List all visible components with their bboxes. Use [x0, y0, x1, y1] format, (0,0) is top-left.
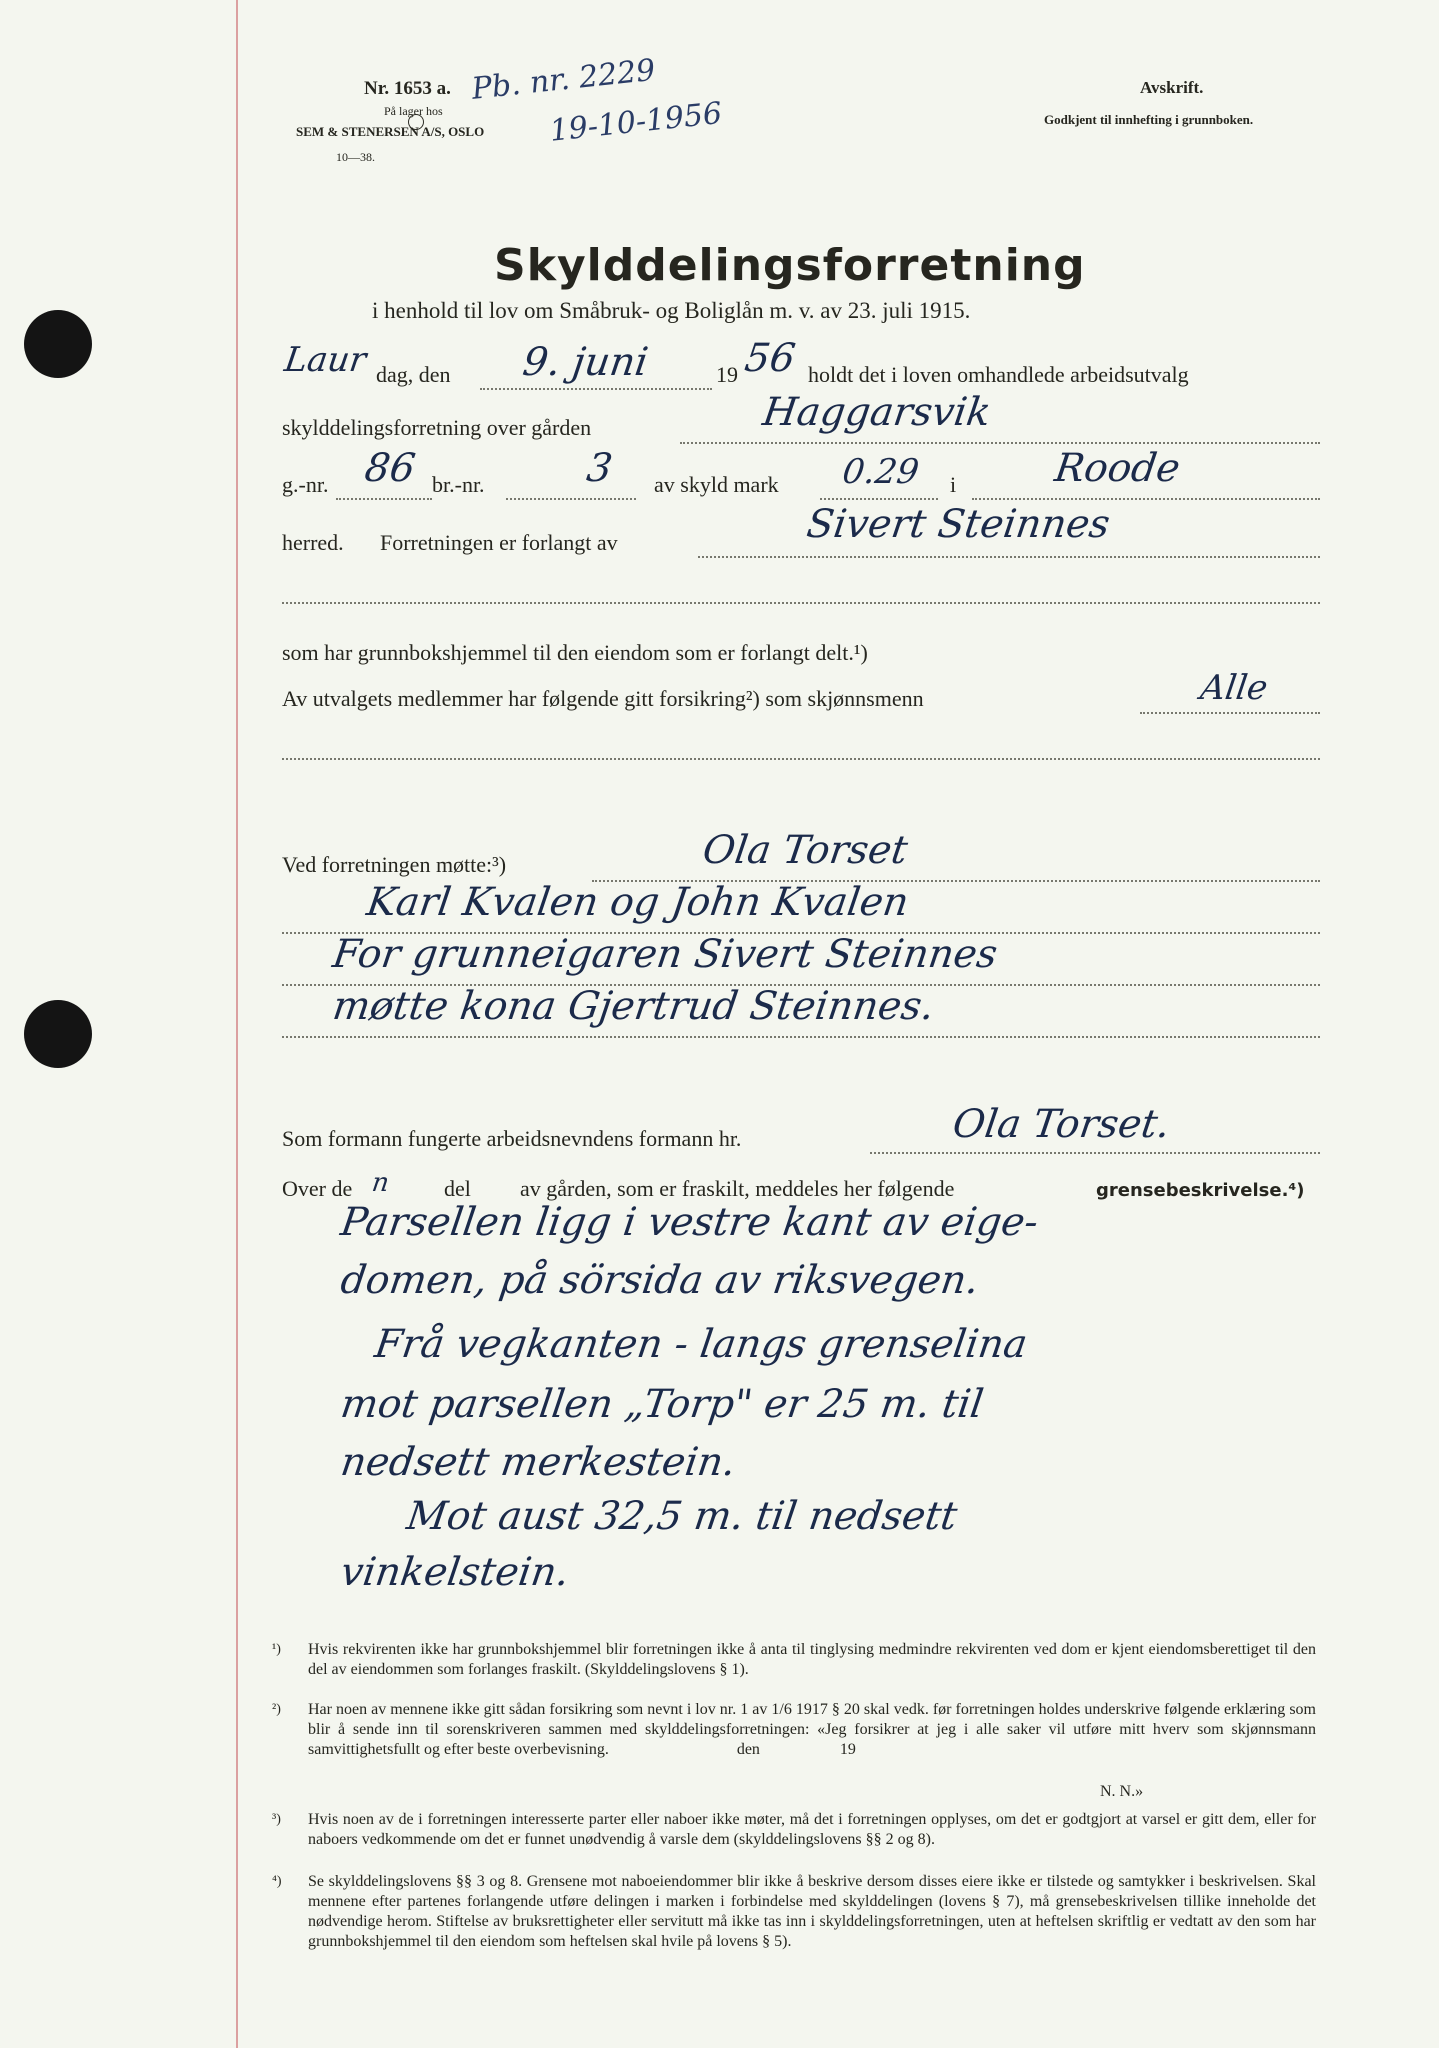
attended-line-2: Karl Kvalen og John Kvalen	[364, 880, 912, 925]
footnote-4-text: Se skylddelingslovens §§ 3 og 8. Grensene mot naboeiendommer blir ikke å beskrive dersom disses eiere ikke er tilstede og samtykker i beskrivelsen. Skal mennene efter partenes forlangende utføre delingen i marken i forbindelse med skylddelingen (lovens § 7), må grensebeskrivelsen tillike inneholde det nødvendige herom. Stiftelse av bruksrettigheter eller servitutt må ikke tas inn i skylddelingsforretningen, uten at heftelsen skriftlig er vedtatt av den som har grunnbokshjemmel til den eiendom som heftelsen skal hvile på lovens § 5).	[308, 1873, 1316, 1950]
punch-hole-bottom	[24, 1000, 92, 1068]
avskrift-label: Avskrift.	[1140, 78, 1204, 97]
date-handwritten: 9. juni	[520, 340, 651, 385]
boundary-line-4: mot parsellen „Torp" er 25 m. til	[338, 1382, 987, 1427]
i-label: i	[950, 472, 957, 497]
printer-name: SEM & STENERSEN A/S, OSLO	[296, 124, 485, 139]
day-label: dag, den	[376, 362, 451, 387]
requester-dotted-line	[698, 556, 1320, 558]
members-dotted-line	[1140, 712, 1320, 714]
farm-handwritten: Haggarsvik	[760, 390, 994, 435]
date-code: 10—38.	[336, 150, 375, 164]
bnr-label: br.-nr.	[432, 472, 485, 497]
over-rest-text: av gården, som er fraskilt, meddeles her følgende	[520, 1176, 955, 1201]
footnote-1-text: Hvis rekvirenten ikke har grunnbokshjemmel blir forretningen ikke å anta til tinglysing medmindre rekvirenten ved dom er kjent eiendomsberettiget til den del av eiendommen som forlanges fraskilt. (Skylddelingslovens § 1).	[308, 1641, 1316, 1678]
over-handwritten: n	[370, 1168, 391, 1198]
weekday-handwritten: Laur	[282, 340, 369, 380]
farm-dotted-line	[680, 442, 1320, 444]
members-label: Av utvalgets medlemmer har følgende gitt forsikring²) som skjønnsmenn	[282, 686, 924, 711]
farm-label: skylddelingsforretning over gården	[282, 415, 592, 440]
form-number: Nr. 1653 a.	[364, 78, 451, 99]
grense-label: grensebeskrivelse.⁴)	[1096, 1180, 1305, 1201]
gnr-dotted-line	[336, 498, 432, 500]
chair-dotted-line	[870, 1152, 1320, 1154]
boundary-line-2: domen, på sörsida av riksvegen.	[338, 1258, 982, 1303]
herred-handwritten: Roode	[1052, 446, 1183, 491]
herred-dotted-line	[972, 498, 1320, 500]
footnote-1	[272, 1640, 1332, 1700]
boundary-line-5: nedsett merkestein.	[338, 1440, 739, 1485]
attended-label: Ved forretningen møtte:³)	[282, 852, 507, 877]
attended-line-1: Ola Torset	[700, 828, 911, 873]
over-label: Over de	[282, 1176, 353, 1201]
requester-handwritten: Sivert Steinnes	[804, 502, 1113, 547]
attended-dotted-line-4	[282, 1036, 1320, 1038]
date-dotted-line	[480, 388, 712, 390]
gnr-handwritten: 86	[362, 446, 418, 491]
bnr-dotted-line	[506, 498, 636, 500]
held-text: holdt det i loven omhandlede arbeidsutvalg	[808, 362, 1189, 387]
bnr-handwritten: 3	[584, 446, 616, 491]
document-subtitle: i henhold til lov om Småbruk- og Boliglån m. v. av 23. juli 1915.	[372, 298, 971, 323]
members-handwritten: Alle	[1198, 668, 1271, 708]
hjemmel-text: som har grunnbokshjemmel til den eiendom som er forlangt delt.¹)	[282, 640, 868, 665]
skyld-label: av skyld mark	[654, 472, 779, 497]
year-handwritten: 56	[742, 336, 798, 381]
chair-handwritten: Ola Torset.	[950, 1102, 1173, 1147]
gnr-label: g.-nr.	[282, 472, 329, 497]
godkjent-note: Godkjent til innhefting i grunnboken.	[1044, 112, 1254, 127]
footnote-2-number: ²)	[272, 1702, 281, 1717]
footnote-4-number: ⁴)	[272, 1874, 282, 1889]
chair-label: Som formann fungerte arbeidsnevndens formann hr.	[282, 1126, 742, 1151]
boundary-line-7: vinkelstein.	[338, 1550, 572, 1595]
footnote-3-text: Hvis noen av de i forretningen interesserte parter eller naboer ikke møter, må det i forretningen opplyses, om det er godtgjort at varsel er gitt dem, eller for naboers vedkommende om det er funnet unødvendig å varsle dem (skylddelingslovens §§ 2 og 8).	[308, 1811, 1316, 1848]
herred-label: herred.	[282, 530, 344, 555]
footnote-4	[272, 1872, 1332, 1982]
stamp-number: Pb. nr. 2229	[470, 52, 657, 107]
margin-line	[236, 0, 238, 2048]
skyld-dotted-line	[820, 498, 938, 500]
del-label: del	[444, 1176, 471, 1201]
footnote-2-signature: N. N.»	[1100, 1783, 1144, 1800]
requested-label: Forretningen er forlangt av	[380, 530, 618, 555]
footnote-3-number: ³)	[272, 1812, 281, 1827]
attended-line-4: møtte kona Gjertrud Steinnes.	[330, 984, 937, 1029]
document-title: Skylddelingsforretning	[494, 240, 1086, 291]
boundary-line-1: Parsellen ligg i vestre kant av eige-	[338, 1200, 1041, 1245]
footnote-2-text: Har noen av mennene ikke gitt sådan forsikring som nevnt i lov nr. 1 av 1/6 1917 § 20 skal vedk. før forretningen holdes underskrive følgende erklæring som blir å sende inn til sorenskriveren sammen med skylddelingsforretningen: «Jeg forsikrer at jeg i alle saker vil utføre mitt hverv som skjønnsmann samvittighetsfullt og efter beste overbevisning. den 19	[308, 1701, 1320, 1758]
blank-dotted-line-2	[282, 758, 1320, 760]
year-prefix: 19	[716, 362, 738, 387]
stamp-date: 19-10-1956	[548, 95, 724, 149]
attended-line-3: For grunneigaren Sivert Steinnes	[330, 932, 1001, 977]
footnote-1-number: ¹)	[272, 1642, 281, 1657]
footnote-2	[272, 1700, 1332, 1782]
boundary-line-6: Mot aust 32,5 m. til nedsett	[404, 1494, 960, 1539]
footnote-3	[272, 1810, 1332, 1872]
boundary-line-3: Frå vegkanten - langs grenselina	[372, 1322, 1031, 1367]
punch-hole-top	[24, 310, 92, 378]
blank-dotted-line-1	[282, 602, 1320, 604]
sold-at: På lager hos	[384, 104, 443, 118]
skyld-handwritten: 0.29	[840, 452, 922, 492]
